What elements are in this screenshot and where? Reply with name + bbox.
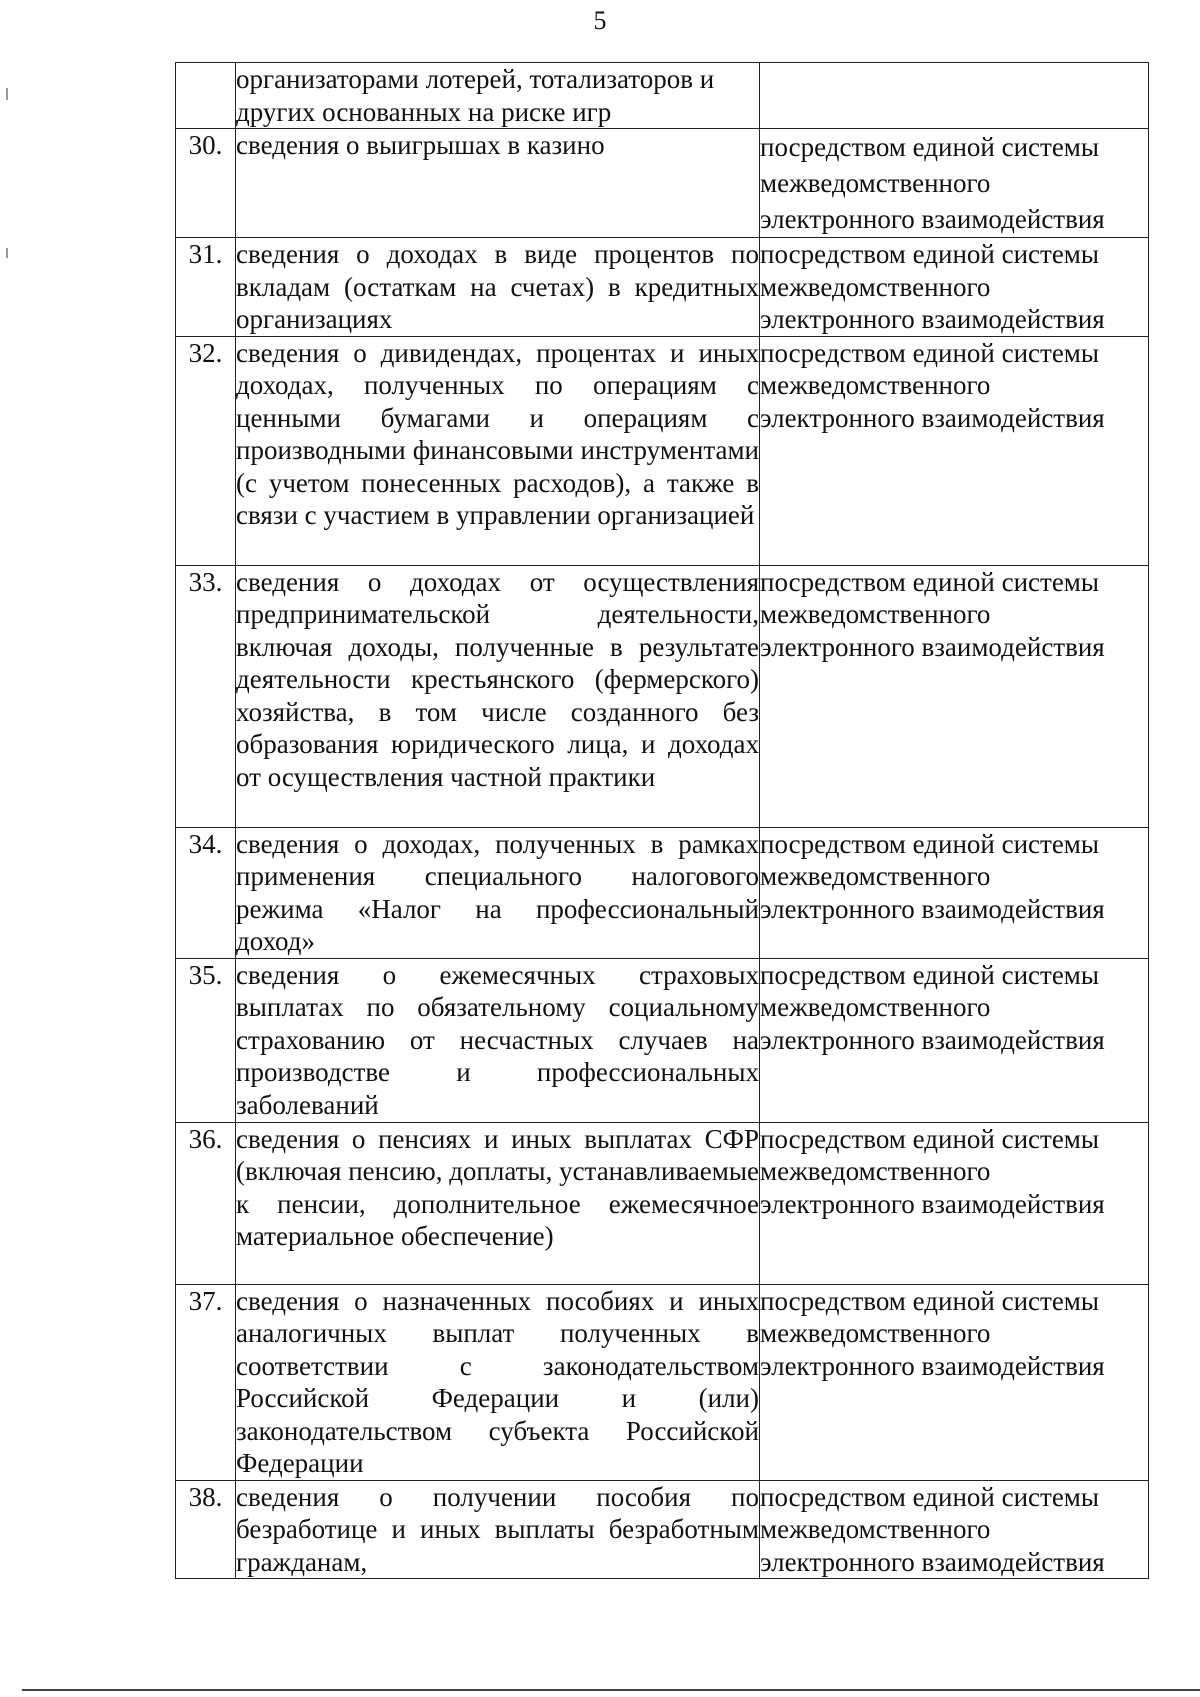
row-number: 34. <box>176 827 236 958</box>
row-description: сведения о пенсиях и иных выплатах СФР (включая пенсию, доплаты, устанавливаемые к пенсии, дополнительное ежемесячное материальное обеспечение) <box>236 1122 760 1284</box>
row-number: 36. <box>176 1122 236 1284</box>
row-number: 38. <box>176 1480 236 1579</box>
row-description: организаторами лотерей, тотализаторов и других основанных на риске игр <box>236 63 760 129</box>
row-description: сведения о ежемесячных страховых выплатах по обязательному социальному страхованию от несчастных случаев на производстве и профессиональных заболеваний <box>236 958 760 1122</box>
row-description: сведения о дивидендах, процентах и иных доходах, полученных по операциям с ценными бумагами и операциям с производными финансовыми инструментами (с учетом понесенных расходов), а также в связи с участием в управлении организацией <box>236 336 760 565</box>
row-method: посредством единой системы межведомственного электронного взаимодействия <box>760 1122 1149 1284</box>
page-bottom-rule <box>22 1689 1200 1691</box>
row-method <box>760 63 1149 129</box>
row-method: посредством единой системы межведомственного электронного взаимодействия <box>760 238 1149 337</box>
row-method: посредством единой системы межведомственного электронного взаимодействия <box>760 958 1149 1122</box>
row-description: сведения о назначенных пособиях и иных аналогичных выплат полученных в соответствии с законодательством Российской Федерации и (или) законодательством субъекта Российской Федерации <box>236 1285 759 1478</box>
income-sources-table <box>175 62 1149 1579</box>
row-number <box>176 63 236 129</box>
page-number: 5 <box>593 6 607 35</box>
row-method: посредством единой системы межведомственного электронного взаимодействия <box>760 565 1149 827</box>
row-method: посредством единой системы межведомственного электронного взаимодействия <box>760 1480 1149 1579</box>
row-number: 30. <box>176 129 236 238</box>
table-row <box>176 565 1149 827</box>
row-method: посредством единой системы межведомственного электронного взаимодействия <box>760 129 1149 238</box>
scan-mark <box>6 88 8 100</box>
row-number: 37. <box>176 1284 236 1480</box>
scan-mark <box>6 248 8 258</box>
row-method: посредством единой системы межведомственного электронного взаимодействия <box>760 827 1149 958</box>
table-row <box>176 336 1149 565</box>
table-row <box>176 63 1149 129</box>
row-number: 35. <box>176 958 236 1122</box>
row-description: сведения о доходах в виде процентов по вкладам (остаткам на счетах) в кредитных организациях <box>236 239 759 334</box>
row-description: сведения о доходах от осуществления предпринимательской деятельности, включая доходы, полученные в результате деятельности крестьянского (фермерского) хозяйства, в том числе созданного без образования юридического лица, и доходах от осуществления частной практики <box>236 565 760 827</box>
row-number: 31. <box>176 238 236 337</box>
row-method: посредством единой системы межведомственного электронного взаимодействия <box>760 336 1149 565</box>
row-description: сведения о доходах, полученных в рамках применения специального налогового режима «Налог на профессиональный доход» <box>236 828 759 956</box>
table-row <box>176 129 1149 238</box>
table-row <box>176 1122 1149 1284</box>
table-row <box>176 1284 1149 1480</box>
row-number: 32. <box>176 336 236 565</box>
row-number: 33. <box>176 565 236 827</box>
table-row <box>176 1480 1149 1579</box>
row-method: посредством единой системы межведомственного электронного взаимодействия <box>760 1284 1149 1480</box>
table-row <box>176 958 1149 1122</box>
table-row <box>176 238 1149 337</box>
row-description: сведения о получении пособия по безработице и иных выплаты безработным гражданам, <box>236 1481 759 1577</box>
table-row <box>176 827 1149 958</box>
row-description: сведения о выигрышах в казино <box>236 129 760 238</box>
